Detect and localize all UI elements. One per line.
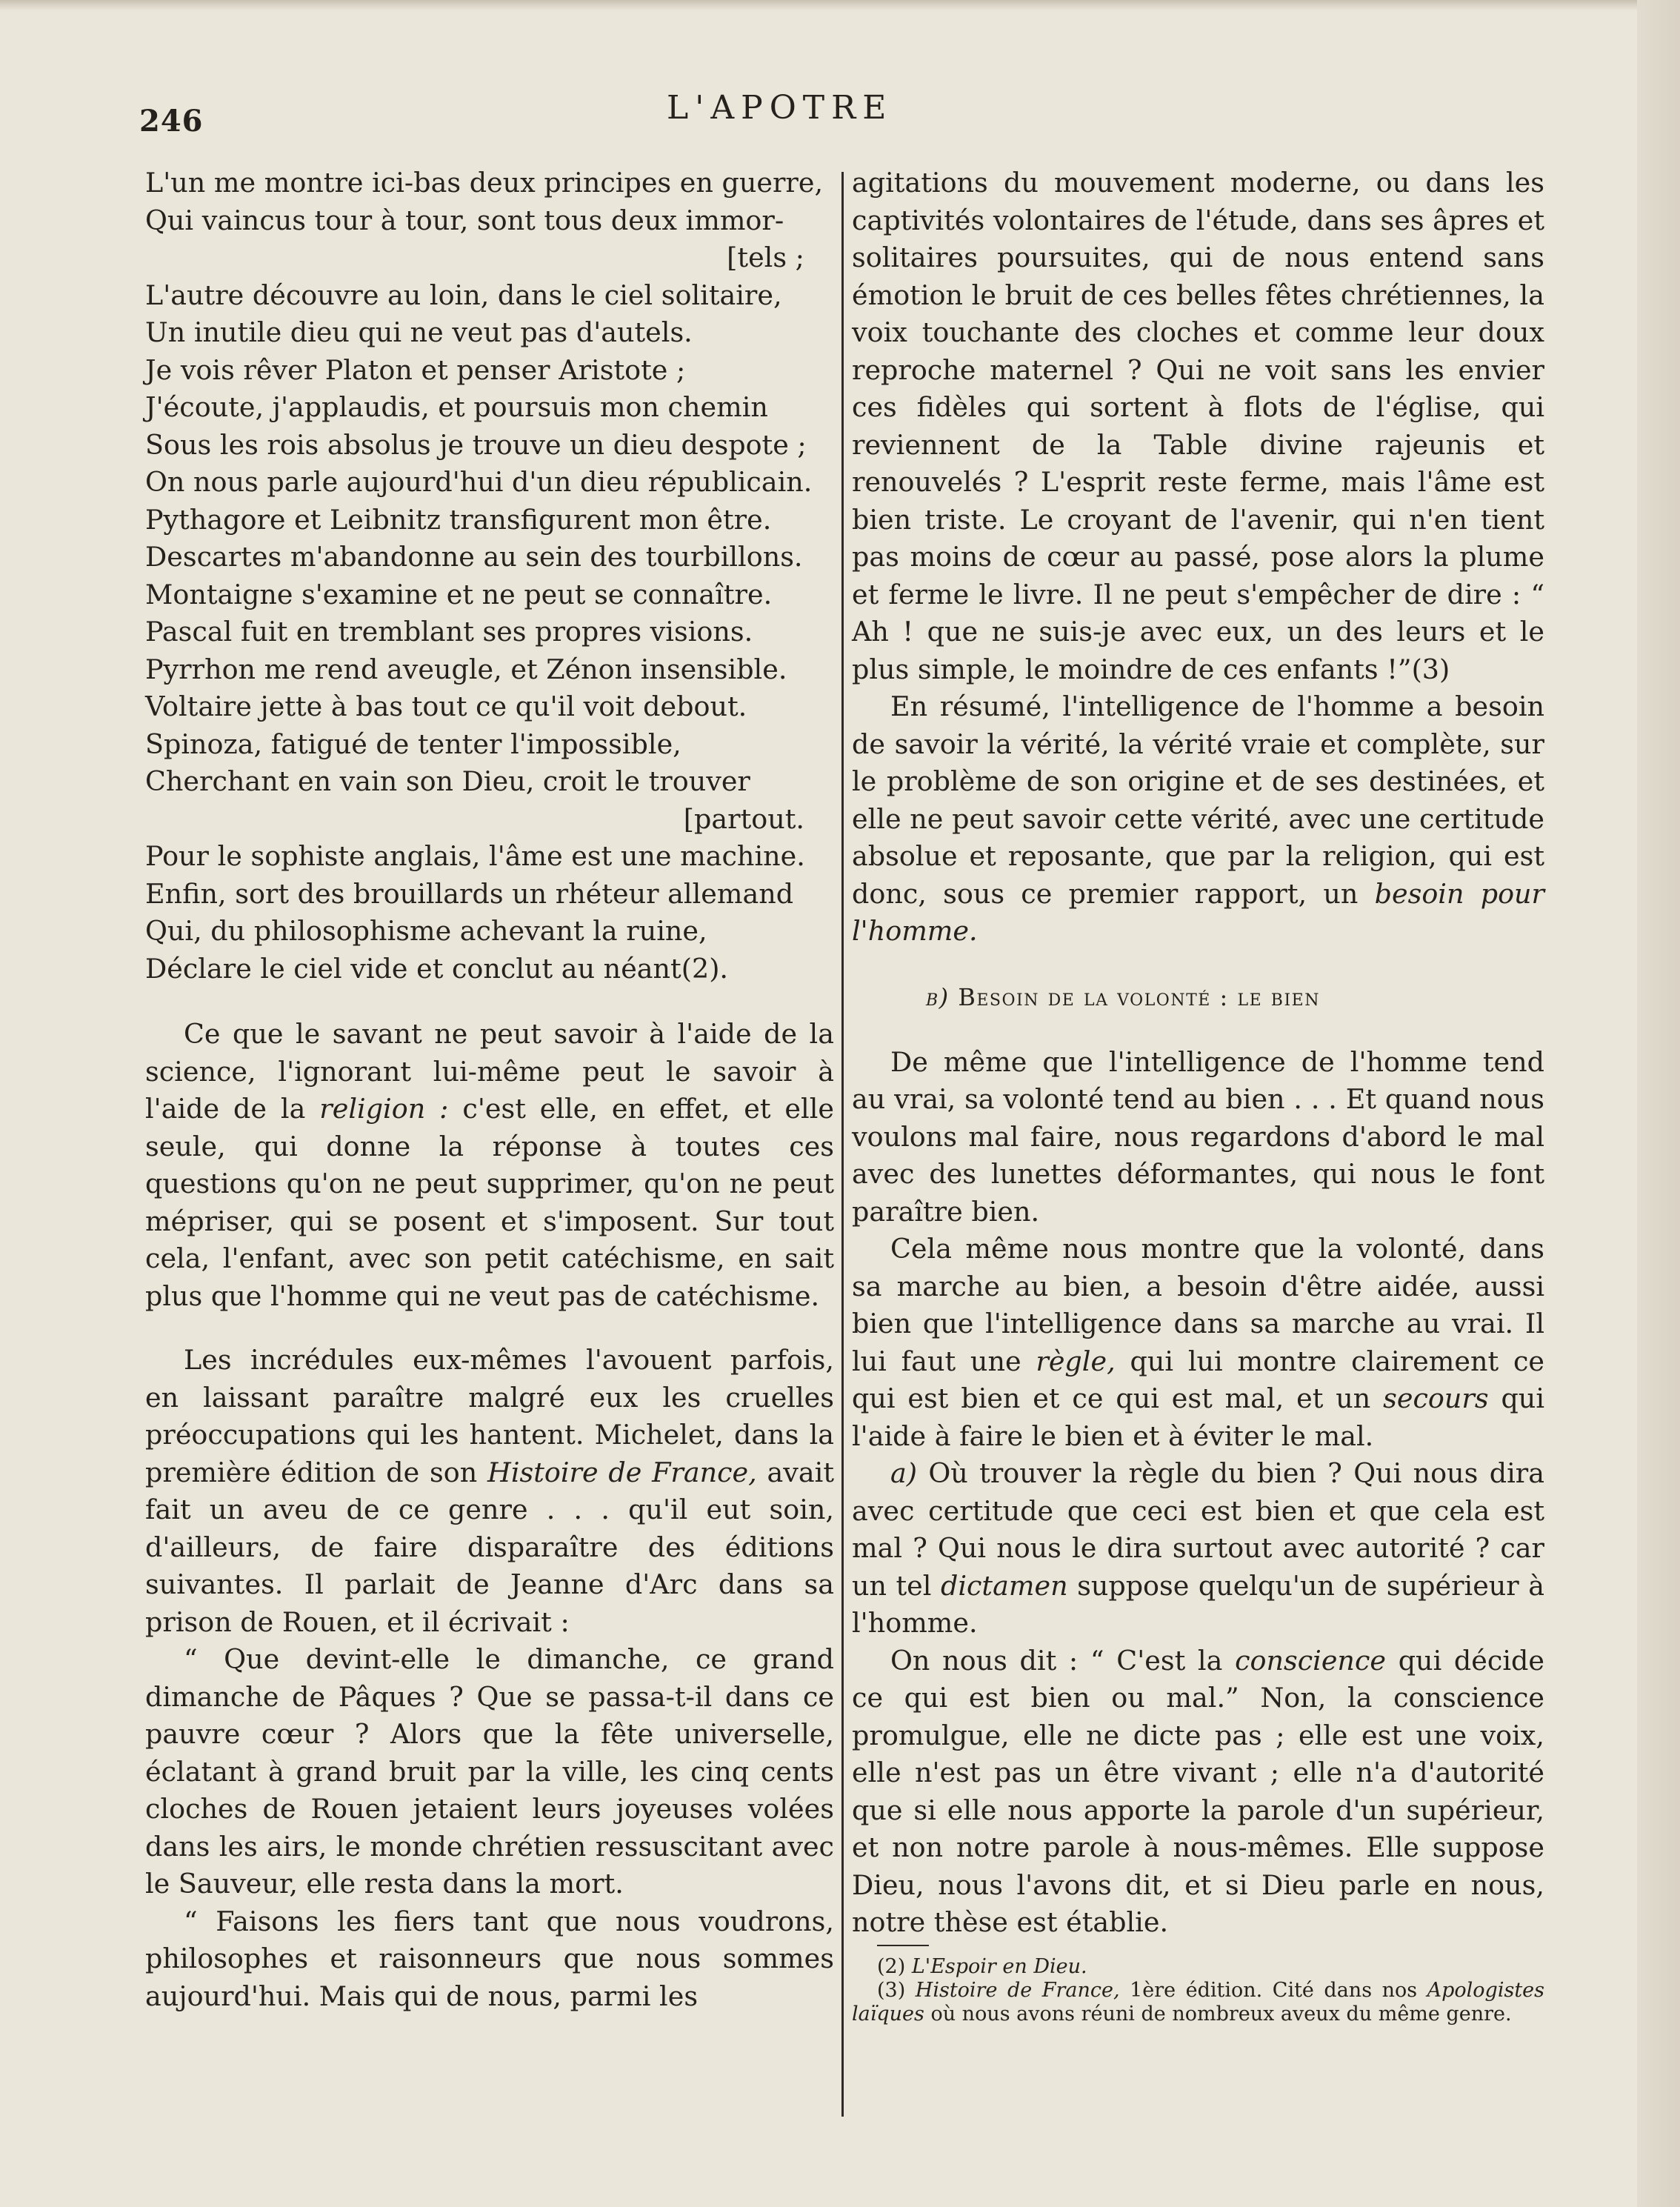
poem-line: Sous les rois absolus je trouve un dieu despote ; xyxy=(145,428,807,461)
emphasis: conscience xyxy=(1235,1644,1386,1677)
text-run: 1ère édition. Cité dans nos xyxy=(1119,1978,1427,2002)
footnote-ref: (3) xyxy=(1411,653,1450,685)
poem-line: Je vois rêver Platon et penser Aristote ; xyxy=(145,353,686,386)
right-column xyxy=(852,164,1544,2026)
emphasis: besoin pour l'homme. xyxy=(852,877,1544,947)
emphasis: religion : xyxy=(319,1093,449,1125)
emphasis: Apologistes laïques xyxy=(852,1978,1544,2025)
text-run: c'est elle, en effet, et elle seule, qui donne la réponse à toutes ces questions qu'on ne peut supprimer, qu'on ne peut mépriser, qui se posent et s'imposent. Sur tout cela, l'enfant, avec son petit catéchisme, en sait plus que l'homme qui ne veut pas de catéchisme. xyxy=(145,1093,834,1312)
poem-line: Cherchant en vain son Dieu, croit le trouver xyxy=(145,765,750,797)
poem xyxy=(145,164,834,988)
column-divider xyxy=(841,172,844,2117)
running-title: L'APOTRE xyxy=(667,89,893,127)
page-number: 246 xyxy=(139,104,204,139)
text-run: En résumé, l'intelligence de l'homme a besoin de savoir la vérité, la vérité vraie et complète, sur le problème de son origine et de ses destinées, et elle ne peut savoir cette vérité, avec une certitude absolue et reposante, que par la religion, qui est donc, sous ce premier rapport, un xyxy=(852,690,1544,910)
poem-line: Enfin, sort des brouillards un rhéteur allemand xyxy=(145,877,794,910)
section-title: Besoin de la volonté : le bien xyxy=(958,982,1320,1011)
section-marker: b) xyxy=(926,982,950,1011)
footnote-title: L'Espoir en Dieu. xyxy=(911,1954,1087,1978)
text-run: Ce que le savant ne peut savoir à l'aide de la science, l'ignorant lui-même peut le savoir à l'aide de la xyxy=(145,1018,834,1125)
poem-line: Spinoza, fatigué de tenter l'impossible, xyxy=(145,728,681,760)
poem-line-continuation: [partout. xyxy=(683,802,804,835)
text-run: On nous dit : “ C'est la xyxy=(890,1644,1236,1677)
poem-line: Descartes m'abandonne au sein des tourbillons. xyxy=(145,541,803,573)
paragraph xyxy=(852,1642,1544,1942)
paragraph xyxy=(852,1455,1544,1642)
text-run: Les incrédules eux-mêmes l'avouent parfois, en laissant paraître malgré eux les cruelles préoccupations qui les hantent. Michelet, dans la première édition de son xyxy=(145,1344,834,1488)
poem-line-text: Déclare le ciel vide et conclut au néant xyxy=(145,952,681,985)
paragraph xyxy=(145,1342,834,1641)
poem-line: Pascal fuit en tremblant ses propres visions. xyxy=(145,616,753,648)
poem-line: Montaigne s'examine et ne peut se connaître. xyxy=(145,578,773,610)
left-column xyxy=(145,164,834,2015)
footnote-mark: (3) xyxy=(877,1978,906,2002)
text-run: avait fait un aveu de ce genre . . . qu'il eut soin, d'ailleurs, de faire disparaître des éditions suivantes. Il parlait de Jeanne d'Arc dans sa prison de Rouen, et il écrivait : xyxy=(145,1456,834,1638)
text-run: Cela même nous montre que la volonté, dans sa marche au bien, a besoin d'être aidée, aussi bien que l'intelligence dans sa marche au vrai. Il lui faut une xyxy=(852,1233,1544,1377)
text-run: où nous avons réuni de nombreux aveux du même genre. xyxy=(924,2002,1512,2025)
item-marker: a) xyxy=(890,1457,918,1489)
paragraph xyxy=(852,1231,1544,1455)
page-top-shadow xyxy=(0,0,1680,10)
poem-line: L'autre découvre au loin, dans le ciel solitaire, xyxy=(145,279,782,311)
footnote xyxy=(852,1979,1544,2026)
quotation-paragraph: “ Faisons les fiers tant que nous voudrons, philosophes et raisonneurs que nous sommes aujourd'hui. Mais qui de nous, parmi les xyxy=(145,1905,834,2012)
text-run: Où trouver la règle du bien ? Qui nous dira avec certitude que ceci est bien et que cela est mal ? Qui nous le dira surtout avec autorité ? car un tel xyxy=(852,1457,1544,1602)
page-edge xyxy=(1637,0,1680,2207)
poem-line: Pour le sophiste anglais, l'âme est une machine. xyxy=(145,840,805,872)
quotation-continuation xyxy=(852,164,1544,688)
poem-line: Pyrrhon me rend aveugle, et Zénon insensible. xyxy=(145,653,787,685)
paragraph xyxy=(852,688,1544,951)
poem-line: J'écoute, j'applaudis, et poursuis mon chemin xyxy=(145,391,768,423)
footnote-separator xyxy=(877,1945,929,1946)
poem-line-continuation: [tels ; xyxy=(727,242,804,273)
poem-line: Pythagore et Leibnitz transfigurent mon être. xyxy=(145,503,772,536)
footnote xyxy=(852,1955,1544,1979)
footnote-title: Histoire de France, xyxy=(915,1978,1120,2002)
poem-line: Qui, du philosophisme achevant la ruine, xyxy=(145,915,707,947)
paragraph: De même que l'intelligence de l'homme tend au vrai, sa volonté tend au bien . . . Et quand nous voulons mal faire, nous regardons d'abord le mal avec des lunettes déformantes, qui nous le font paraître bien. xyxy=(852,1045,1544,1228)
paragraph xyxy=(145,1016,834,1315)
text-run: qui l'aide à faire le bien et à éviter le mal. xyxy=(852,1382,1544,1452)
quotation-paragraph: “ Que devint-elle le dimanche, ce grand dimanche de Pâques ? Que se passa-t-il dans ce pauvre cœur ? Alors que la fête universelle, éclatant à grand bruit par la ville, les cinq cents cloches de Rouen jetaient leurs joyeuses volées dans les airs, le monde chrétien ressuscitant avec le Sauveur, elle resta dans la mort. xyxy=(145,1643,834,1900)
text-run: suppose quelqu'un de supérieur à l'homme. xyxy=(852,1569,1544,1639)
poem-line: Un inutile dieu qui ne veut pas d'autels. xyxy=(145,316,693,348)
text-run: qui lui montre clairement ce qui est bien et ce qui est mal, et un xyxy=(852,1345,1544,1414)
footnote-mark: (2) xyxy=(877,1954,906,1978)
text-run: qui décide ce qui est bien ou mal.” Non, la conscience promulgue, elle ne dicte pas ; elle est une voix, elle n'est pas un être vivant ; elle n'a d'autorité que si elle nous apporte la parole d'un supérieur, et non notre parole à nous-mêmes. Elle suppose Dieu, nous l'avons dit, et si Dieu parle en nous, notre thèse est établie. xyxy=(852,1644,1544,1938)
poem-line: L'un me montre ici-bas deux principes en guerre, xyxy=(145,167,824,199)
emphasis: dictamen xyxy=(940,1569,1068,1602)
poem-line: On nous parle aujourd'hui d'un dieu républicain. xyxy=(145,466,813,498)
poem-line: Voltaire jette à bas tout ce qu'il voit debout. xyxy=(145,690,747,722)
footnote-ref: (2). xyxy=(681,952,729,985)
emphasis: règle, xyxy=(1036,1345,1116,1377)
text-run: agitations du mouvement moderne, ou dans les captivités volontaires de l'étude, dans ses âpres et solitaires poursuites, qui de nous entend sans émotion le bruit de ces belles fêtes chrétiennes, la voix touchante des cloches et comme leur doux reproche maternel ? Qui ne voit sans les envier ces fidèles qui sortent à flots de l'église, qui reviennent de la Table divine rajeunis et renouvelés ? L'esprit reste ferme, mais l'âme est bien triste. Le croyant de l'avenir, qui n'en tient pas moins de cœur au passé, pose alors la plume et ferme le livre. Il ne peut s'empêcher de dire : “ Ah ! que ne suis-je avec eux, un des leurs et le plus simple, le moindre de ces enfants !” xyxy=(852,167,1544,685)
footnotes xyxy=(852,1955,1544,2026)
emphasis: secours xyxy=(1383,1382,1489,1414)
poem-line: Qui vaincus tour à tour, sont tous deux immor- xyxy=(145,204,784,236)
poem-line xyxy=(145,951,834,988)
emphasis: Histoire de France, xyxy=(487,1456,757,1488)
section-heading xyxy=(852,979,1544,1016)
